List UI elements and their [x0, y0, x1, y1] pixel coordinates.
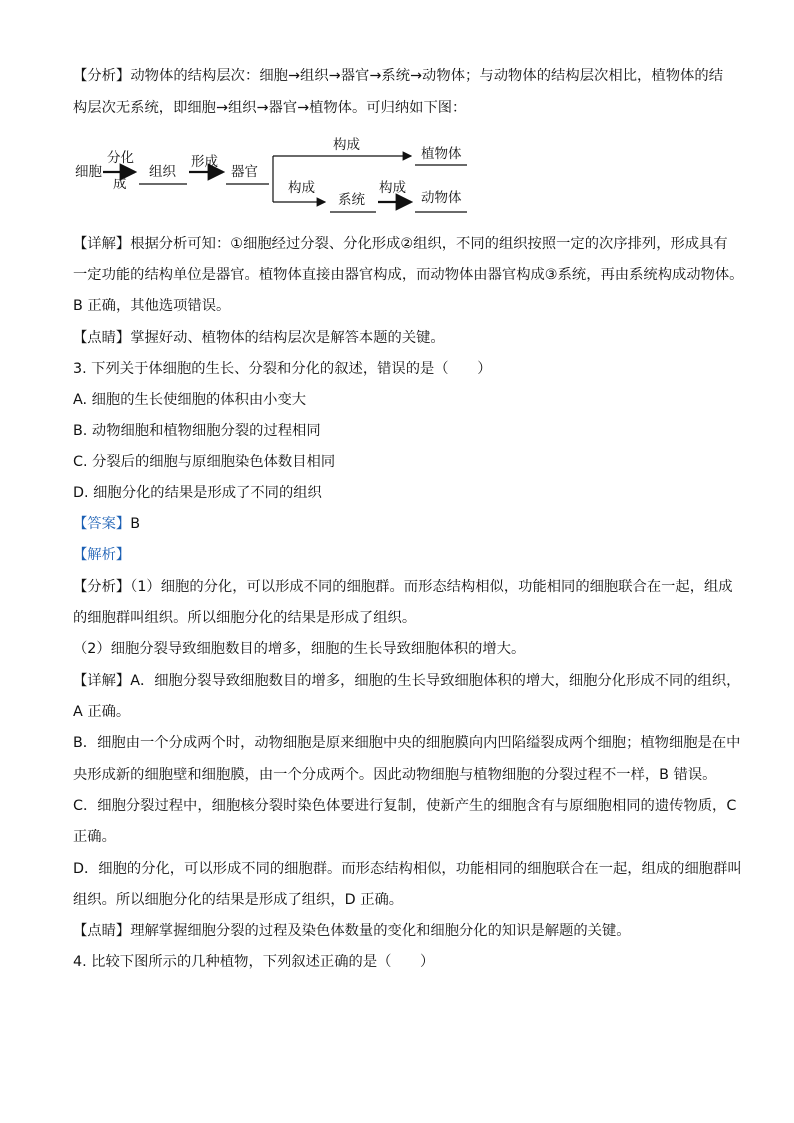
q3-comment-line: [73, 921, 723, 941]
q3-detail-c-line-2: 正确。: [73, 829, 116, 845]
analysis-tag: 【分析】: [73, 68, 131, 84]
detail-line-2: 一定功能的结构单位是器官。植物体直接由器官构成，而动物体由器官构成③系统，再由系统构成动物体。: [73, 267, 744, 283]
q3-analysis-tag: 【分析】: [73, 579, 131, 595]
analysis-text-1: 动物体的结构层次：细胞→组织→器官→系统→动物体；与动物体的结构层次相比，植物体的结: [130, 68, 724, 84]
node-animal: 动物体: [421, 190, 462, 206]
q3-detail-d-line-2: 组织。所以细胞分化的结果是形成了组织，D 正确。: [73, 892, 404, 908]
question3-option-c: C. 分裂后的细胞与原细胞染色体数目相同: [73, 454, 336, 470]
q3-detail-a-text-1: A．细胞分裂导致细胞数目的增多，细胞的生长导致细胞体积的增大，细胞分化形成不同的组织，: [130, 673, 741, 689]
node-tissue: 组织: [149, 164, 176, 180]
answer-value: B: [130, 516, 140, 532]
question3-option-a: A. 细胞的生长使细胞的体积由小变大: [73, 392, 307, 408]
node-organ: 器官: [231, 164, 258, 180]
question3-explain-tag: [73, 545, 723, 565]
q3-comment-tag: 【点睛】: [73, 923, 131, 939]
q3-analysis-line-1: [73, 577, 733, 597]
node-cell: 细胞: [75, 164, 102, 180]
detail-line-3: B 正确，其他选项错误。: [73, 298, 231, 314]
question3-answer: [73, 514, 723, 534]
analysis-line-2: 构层次无系统，即细胞→组织→器官→植物体。可归纳如下图：: [73, 100, 467, 116]
answer-tag: 【答案】: [73, 516, 131, 532]
label-form: 形成: [191, 154, 218, 170]
label-compose-top: 构成: [333, 137, 360, 153]
structure-hierarchy-diagram: [73, 132, 493, 222]
q3-detail-tag: 【详解】: [73, 673, 131, 689]
comment-line-1: [73, 328, 723, 348]
question3-option-d: D. 细胞分化的结果是形成了不同的组织: [73, 485, 322, 501]
label-compose-left: 构成: [288, 180, 315, 196]
q3-detail-c-line-1: C．细胞分裂过程中，细胞核分裂时染色体要进行复制，使新产生的细胞含有与原细胞相同的遗传物质，C: [73, 798, 737, 814]
node-system: 系统: [338, 192, 365, 208]
q3-analysis-line-3: （2）细胞分裂导致细胞数目的增多，细胞的生长导致细胞体积的增大。: [73, 641, 526, 657]
comment-tag-1: 【点睛】: [73, 330, 131, 346]
q3-detail-b-line-2: 央形成新的细胞壁和细胞膜，由一个分成两个。因此动物细胞与植物细胞的分裂过程不一样，B 错误。: [73, 767, 717, 783]
question4-stem: 4. 比较下图所示的几种植物，下列叙述正确的是（ ）: [73, 954, 435, 970]
question3-stem: 3. 下列关于体细胞的生长、分裂和分化的叙述，错误的是（ ）: [73, 361, 492, 377]
explain-tag: 【解析】: [73, 547, 131, 563]
detail-text-1: 根据分析可知：①细胞经过分裂、分化形成②组织，不同的组织按照一定的次序排列，形成具有: [130, 236, 728, 252]
q3-detail-a-line-1: [73, 671, 741, 691]
label-compose-right: 构成: [379, 180, 406, 196]
q3-detail-b-line-1: B．细胞由一个分成两个时，动物细胞是原来细胞中央的细胞膜向内凹陷缢裂成两个细胞；植物细胞是在中: [73, 735, 741, 751]
q3-detail-d-line-1: D．细胞的分化，可以形成不同的细胞群。而形态结构相似，功能相同的细胞联合在一起，组成的细胞群叫: [73, 861, 742, 877]
label-differentiate: 分化: [107, 150, 134, 166]
q3-analysis-line-2: 的细胞群叫组织。所以细胞分化的结果是形成了组织。: [73, 610, 417, 626]
analysis-line-1: [73, 66, 723, 86]
q3-detail-a-line-2: A 正确。: [73, 704, 131, 720]
comment-text-1: 掌握好动、植物体的结构层次是解答本题的关键。: [130, 330, 445, 346]
q3-analysis-text-1: （1）细胞的分化，可以形成不同的细胞群。而形态结构相似，功能相同的细胞联合在一起，组成: [130, 579, 733, 595]
node-plant: 植物体: [421, 146, 462, 162]
label-differentiate-cont: 成: [113, 176, 127, 192]
question3-option-b: B. 动物细胞和植物细胞分裂的过程相同: [73, 423, 321, 439]
detail-tag: 【详解】: [73, 236, 131, 252]
detail-line-1: [73, 234, 728, 254]
q3-comment-text: 理解掌握细胞分裂的过程及染色体数量的变化和细胞分化的知识是解题的关键。: [130, 923, 631, 939]
